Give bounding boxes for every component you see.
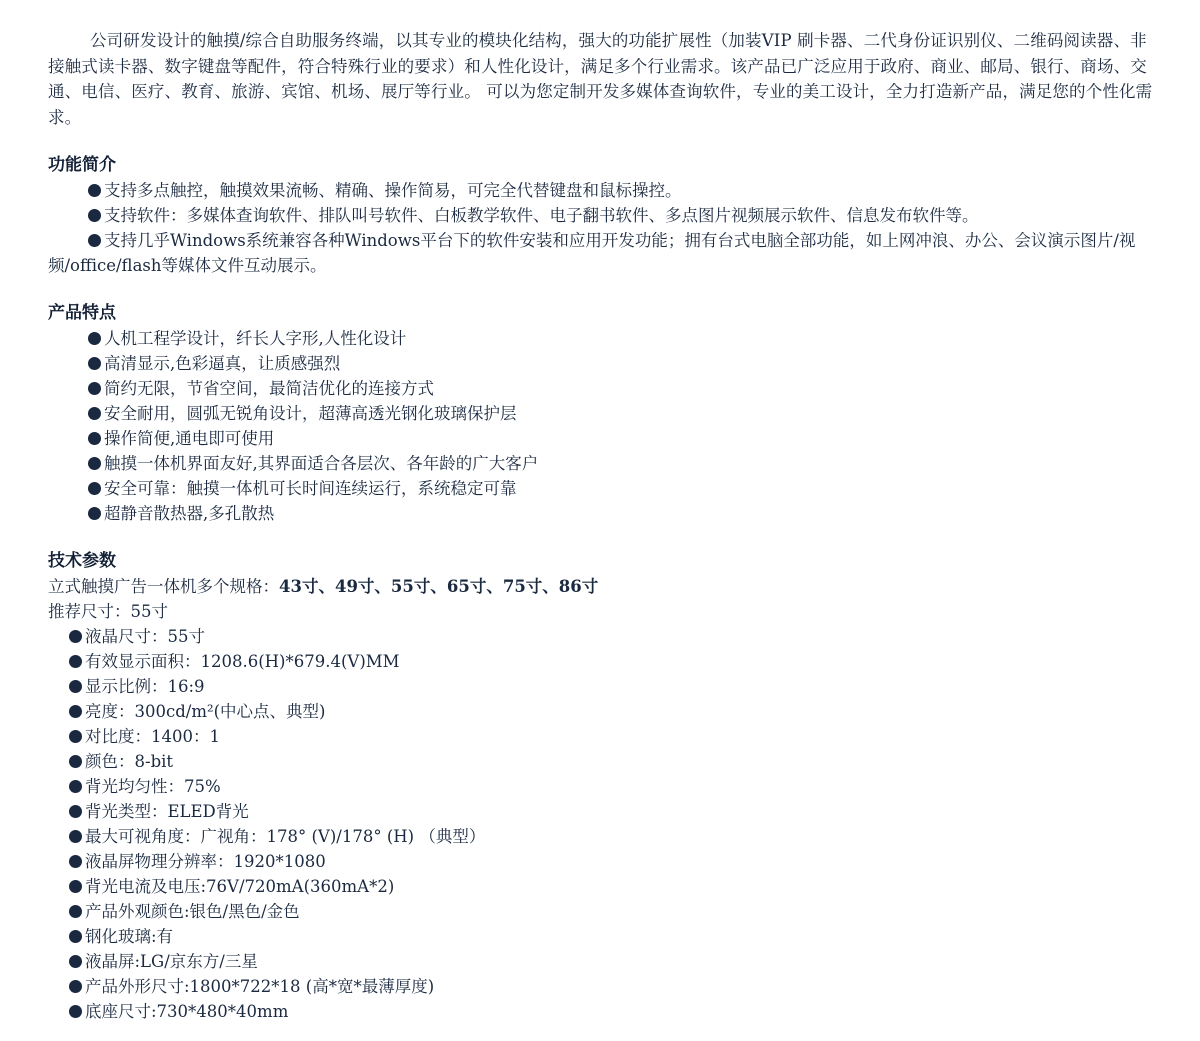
list-item: 支持几乎Windows系统兼容各种Windows平台下的软件安装和应用开发功能；拥有台式电脑全部功能，如上网冲浪、办公、会议演示图片/视频/office/flash等媒体文件互动展示。 [48,231,1136,275]
list-item: 简约无限，节省空间，最简洁优化的连接方式 [48,376,1158,401]
list-item: 触摸一体机界面友好,其界面适合各层次、各年龄的广大客户 [48,451,1158,476]
bullet-icon [88,234,101,247]
bullet-icon [88,457,101,470]
list-item: 超静音散热器,多孔散热 [48,501,1158,526]
list-item: 显示比例：16:9 [48,674,1158,699]
list-item: 背光均匀性：75% [48,774,1158,799]
bullet-icon [69,955,82,968]
bullet-icon [69,680,82,693]
bullet-icon [69,805,82,818]
bullet-icon [69,880,82,893]
bullet-icon [69,1005,82,1018]
list-item: 对比度：1400：1 [48,724,1158,749]
list-item: 最大可视角度：广视角：178° (V)/178° (H) （典型） [48,824,1158,849]
bullet-icon [69,730,82,743]
list-item: 钢化玻璃:有 [48,924,1158,949]
list-item: 产品外形尺寸:1800*722*18 (高*宽*最薄厚度) [48,974,1158,999]
list-item: 液晶尺寸：55寸 [48,624,1158,649]
bullet-icon [88,382,101,395]
bullet-icon [69,855,82,868]
list-item: 背光电流及电压:76V/720mA(360mA*2) [48,874,1158,899]
bullet-icon [88,407,101,420]
list-item: 产品外观颜色:银色/黑色/金色 [48,899,1158,924]
list-item: 背光类型：ELED背光 [48,799,1158,824]
section-title-specs: 技术参数 [48,551,116,571]
list-item: 亮度：300cd/m²(中心点、典型) [48,699,1158,724]
bullet-icon [69,980,82,993]
bullet-icon [88,432,101,445]
list-item: 人机工程学设计，纤长人字形,人性化设计 [48,326,1158,351]
list-item: 支持多点触控，触摸效果流畅、精确、操作简易，可完全代替键盘和鼠标操控。 [48,178,1158,203]
bullet-icon [69,755,82,768]
bullet-icon [69,930,82,943]
list-item: 颜色：8-bit [48,749,1158,774]
specs-section [48,549,1158,1024]
list-item: 液晶屏:LG/京东方/三星 [48,949,1158,974]
bullet-icon [69,705,82,718]
bullet-icon [69,830,82,843]
bullet-icon [69,655,82,668]
bullet-icon [88,332,101,345]
specs-list [48,624,1158,1024]
features-section [48,153,1158,278]
list-item: 底座尺寸:730*480*40mm [48,999,1158,1024]
recommended-size: 推荐尺寸：55寸 [48,602,168,621]
bullet-icon [88,482,101,495]
list-item: 有效显示面积：1208.6(H)*679.4(V)MM [48,649,1158,674]
section-title-highlights: 产品特点 [48,303,116,323]
bullet-icon [69,780,82,793]
list-item: 操作简便,通电即可使用 [48,426,1158,451]
models-line [48,574,1158,599]
bullet-icon [88,184,101,197]
intro-paragraph: 公司研发设计的触摸/综合自助服务终端，以其专业的模块化结构，强大的功能扩展性（加装VIP 刷卡器、二代身份证识别仪、二维码阅读器、非接触式读卡器、数字键盘等配件，符合特殊行业的要求）和人性化设计，满足多个行业需求。该产品已广泛应用于政府、商业、邮局、银行、商场、交通、电信、医疗、教育、旅游、宾馆、机场、展厅等行业。 可以为您定制开发多媒体查询软件，专业的美工设计，全力打造新产品，满足您的个性化需求。 [48,31,1153,127]
models-sizes: 43寸、49寸、55寸、65寸、75寸、86寸 [279,577,599,596]
list-item: 高清显示,色彩逼真，让质感强烈 [48,351,1158,376]
highlights-section [48,301,1158,526]
bullet-icon [69,905,82,918]
bullet-icon [88,209,101,222]
features-list [48,178,1158,278]
section-title-features: 功能简介 [48,155,116,175]
bullet-icon [69,630,82,643]
bullet-icon [88,357,101,370]
list-item: 支持软件：多媒体查询软件、排队叫号软件、白板教学软件、电子翻书软件、多点图片视频展示软件、信息发布软件等。 [48,203,1158,228]
highlights-list [48,326,1158,526]
list-item: 安全耐用，圆弧无锐角设计，超薄高透光钢化玻璃保护层 [48,401,1158,426]
product-article [48,28,1158,1024]
models-label: 立式触摸广告一体机多个规格： [48,577,279,596]
list-item: 安全可靠：触摸一体机可长时间连续运行，系统稳定可靠 [48,476,1158,501]
bullet-icon [88,507,101,520]
list-item: 液晶屏物理分辨率：1920*1080 [48,849,1158,874]
